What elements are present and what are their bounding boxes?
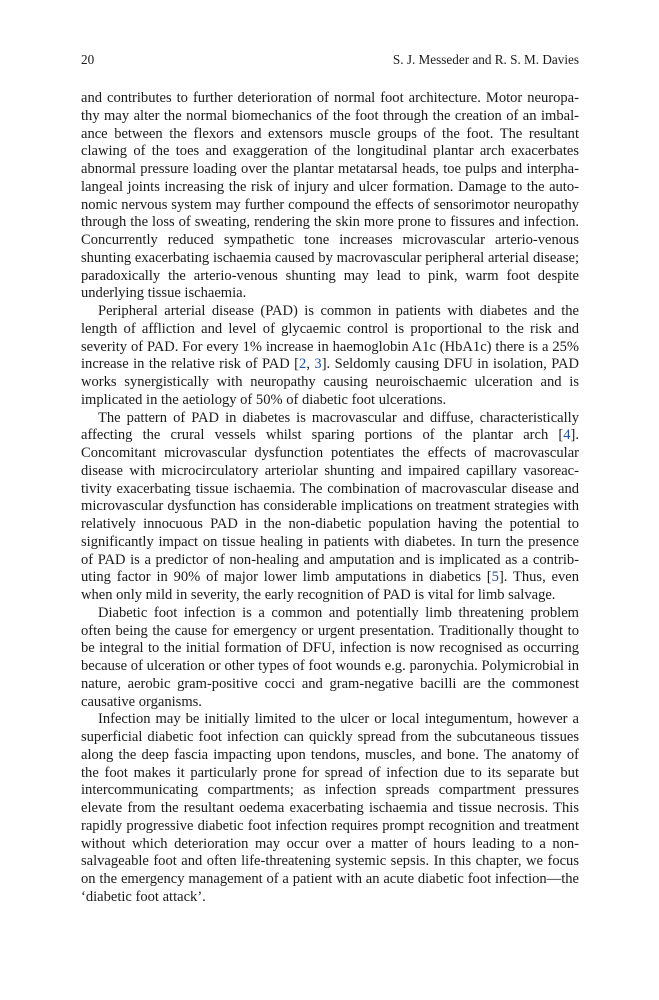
paragraph-text: The pattern of PAD in diabetes is macrovascular and diffuse, characteristically affecting the crural vessels whilst sparing portions of the plantar arch [: [81, 409, 579, 444]
paragraph-text: ]. Concomitant microvascular dysfunction potentiates the effects of macrovascular disease with microcirculatory arteriolar shunting and impaired capillary vasoreactivity exacerbating tissue ischaemia. The combination of macrovascular disease and microvascular dysfunction has considerable implications on treatment strategies with relatively innocuous PAD in the non-diabetic population having the potential to significantly impact on tissue healing in patients with diabetes. In turn the presence of PAD is a predictor of non-healing and amputation and is implicated as a contributing factor in 90% of major lower limb amputations in diabetics [: [81, 427, 579, 586]
paragraph-text: ]. Thus, even when only mild in severity, the early recognition of PAD is vital for limb salvage.: [81, 569, 579, 603]
paragraph-2: [81, 303, 579, 410]
running-head: [81, 50, 579, 70]
paragraph-text: Infection may be initially limited to the ulcer or local integumentum, however a superficial diabetic foot infection can quickly spread from the subcutaneous tissues along the deep fascia impacting upon tendons, muscles, and bone. The anatomy of the foot makes it particularly prone for spread of infection due to its separate but intercommunicating compartments; as infection spreads compartment pressures elevate from the resultant oedema exacerbating ischaemia and tissue necrosis. This rapidly progressive diabetic foot infection requires prompt recognition and treatment without which deterioration may occur over a matter of hours leading to a non-salvageable foot and often life-threatening systemic sepsis. In this chapter, we focus on the emergency management of a patient with an acute diabetic foot infection—the ‘diabetic foot attack’.: [81, 711, 579, 905]
citation-link[interactable]: 3: [314, 356, 322, 373]
citation-link[interactable]: 4: [563, 427, 571, 444]
running-head-authors: S. J. Messeder and R. S. M. Davies: [392, 52, 579, 67]
paragraph-text: Diabetic foot infection is a common and potentially limb threatening problem often being the cause for emergency or urgent presentation. Traditionally thought to be integral to the initial formation of DFU, infection is now recognised as occurring because of ulceration or other types of foot wounds e.g. paronychia. Polymicrobial in nature, aerobic gram-positive cocci and gram-negative bacilli are the commonest causative organisms.: [81, 604, 579, 710]
paragraph-3: [81, 410, 579, 605]
paragraph-1: [81, 90, 579, 303]
page-number: 20: [81, 52, 95, 67]
paragraph-text: Peripheral arterial disease (PAD) is common in patients with diabetes and the length of affliction and level of glycaemic control is proportional to the risk and severity of PAD. For every 1% increase in haemoglobin A1c (HbA1c) there is a 25% increase in the relative risk of PAD [: [81, 303, 579, 373]
paragraph-text: ]. Seldomly causing DFU in isolation, PAD works synergistically with neuropathy causing neuroischaemic ulceration and is implicated in the aetiology of 50% of diabetic foot ulcerations.: [81, 356, 579, 408]
paragraph-5: [81, 711, 579, 906]
paragraph-text: ,: [306, 356, 315, 373]
citation-link[interactable]: 2: [299, 356, 307, 373]
paragraph-4: [81, 605, 579, 712]
paragraph-text: and contributes to further deterioration of normal foot architecture. Motor neuropathy may alter the normal biomechanics of the foot through the creation of an imbalance between the flexors and extensors muscle groups of the foot. The resultant clawing of the toes and exaggeration of the longitudinal plantar arch exacerbates abnormal pressure loading over the plantar metatarsal heads, toe pulps and interphalangeal joints increasing the risk of injury and ulcer formation. Damage to the autonomic nervous system may further compound the effects of sensorimotor neuropathy through the loss of sweating, rendering the skin more prone to fissures and infection. Concurrently reduced sympathetic tone increases microvascular arterio-venous shunting exacerbating ischaemia caused by macrovascular peripheral arterial disease; paradoxically the arterio-venous shunting may lead to pink, warm foot despite underlying tissue ischaemia.: [81, 90, 579, 302]
body-text: [81, 90, 579, 907]
citation-link[interactable]: 5: [491, 569, 499, 586]
